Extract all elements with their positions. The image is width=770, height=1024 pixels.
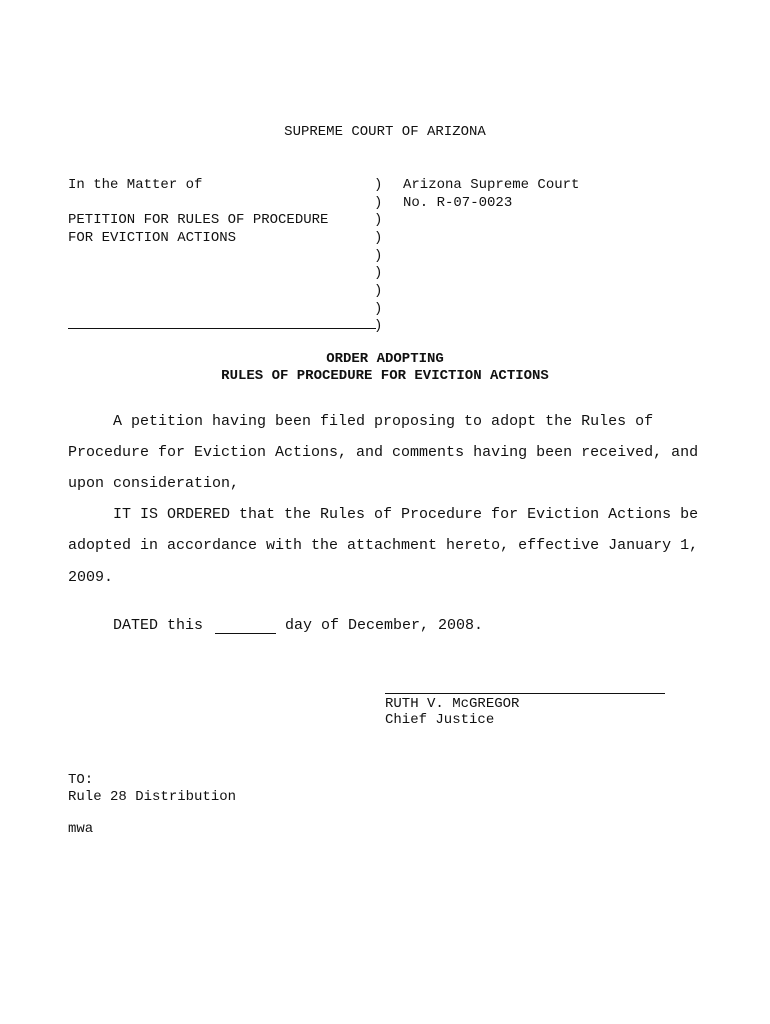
caption-paren: ) xyxy=(374,230,383,246)
order-title-line1: ORDER ADOPTING xyxy=(326,351,444,367)
dated-suffix: day of December, 2008. xyxy=(285,617,484,634)
caption-paren: ) xyxy=(374,283,383,299)
caption-paren: ) xyxy=(374,248,383,264)
distribution-to-label: TO: xyxy=(68,772,94,788)
body-paragraph-line: A petition having been filed proposing to adopt the Rules of xyxy=(113,413,654,430)
body-paragraph-line: adopted in accordance with the attachment hereto, effective January 1, xyxy=(68,537,699,554)
caption-underline xyxy=(68,328,376,329)
case-court-name: Arizona Supreme Court xyxy=(403,177,580,193)
signature-line xyxy=(385,693,665,694)
body-paragraph-line: 2009. xyxy=(68,569,114,586)
body-paragraph-line: upon consideration, xyxy=(68,475,240,492)
caption-paren: ) xyxy=(374,212,383,228)
day-blank-line xyxy=(215,633,276,634)
typist-initials: mwa xyxy=(68,821,94,837)
caption-in-the-matter: In the Matter of xyxy=(68,177,203,193)
caption-paren: ) xyxy=(374,195,383,211)
caption-paren: ) xyxy=(374,177,383,193)
caption-petition-line2: FOR EVICTION ACTIONS xyxy=(68,230,237,246)
caption-paren: ) xyxy=(374,265,383,281)
dated-prefix: DATED this xyxy=(113,617,204,634)
caption-petition-line1: PETITION FOR RULES OF PROCEDURE xyxy=(68,212,329,228)
signatory-title: Chief Justice xyxy=(385,712,495,728)
body-paragraph-line: Procedure for Eviction Actions, and comments having been received, and xyxy=(68,444,699,461)
distribution-recipient: Rule 28 Distribution xyxy=(68,789,237,805)
caption-paren: ) xyxy=(374,301,383,317)
signatory-name: RUTH V. McGREGOR xyxy=(385,696,520,712)
order-title-line2: RULES OF PROCEDURE FOR EVICTION ACTIONS xyxy=(221,368,549,384)
caption-paren: ) xyxy=(374,318,383,334)
court-title: SUPREME COURT OF ARIZONA xyxy=(284,124,486,140)
case-number: No. R-07-0023 xyxy=(403,195,513,211)
body-paragraph-line: IT IS ORDERED that the Rules of Procedure for Eviction Actions be xyxy=(113,506,699,523)
